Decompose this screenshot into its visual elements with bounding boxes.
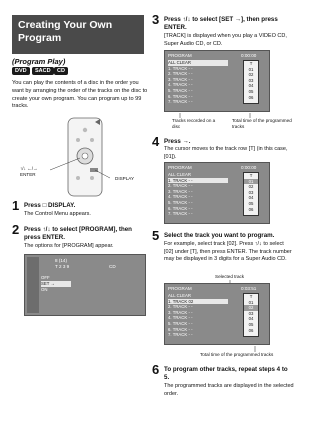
caption-total-time-2: Total time of the programmed tracks — [200, 352, 274, 357]
intro-text: You can play the contents of a disc in the order you want by arranging the order of the tracks on the disc to create your own program. You can program up to 99 tracks. — [12, 80, 148, 110]
track-number: 05 — [248, 88, 254, 94]
program-row[interactable]: 3. TRACK - - — [168, 188, 193, 194]
caption-selected-track: Selected track — [215, 274, 245, 279]
program-row[interactable]: 1. TRACK - - — [168, 65, 193, 71]
track-number: 05 — [248, 321, 254, 327]
track-number: 01 — [244, 179, 258, 185]
step1-title: Press □ DISPLAY. — [24, 202, 76, 209]
program-title: PROGRAM — [168, 53, 192, 58]
track-number: 02 — [248, 72, 254, 78]
menu-disc-type: CD — [109, 264, 116, 269]
step1-body: The Control Menu appears. — [24, 211, 91, 217]
track-number: 05 — [248, 200, 254, 206]
step6-title: To program other tracks, repeat steps 4 to 5. — [164, 366, 288, 381]
caption-total-time: Total time of the programmed tracks — [232, 118, 292, 129]
display-label: DISPLAY — [115, 176, 135, 181]
program-row[interactable]: 7. TRACK - - — [168, 99, 193, 105]
step3-title: Press ↑/↓ to select [SET →], then press ENTER. — [164, 16, 278, 31]
step3-number: 3 — [152, 12, 160, 27]
program-title: PROGRAM — [168, 165, 192, 170]
program-row[interactable]: ALL CLEAR — [168, 60, 228, 66]
step3-body: [TRACK] is displayed when you play a VIDEO CD, Super Audio CD, or CD. — [164, 33, 287, 47]
program-row[interactable]: 1. TRACK 02 — [168, 299, 228, 305]
section-title: Creating Your Own Program — [12, 15, 144, 54]
program-total-time: 0:00:00 — [241, 165, 257, 170]
menu-chapter: 8 (14) — [55, 258, 68, 263]
track-number: 06 — [248, 94, 254, 100]
step5-body: For example, select track [02]. Press ↑/↓ to select [02] under [T], then press ENTER. The track number may be displayed in 3 digits for a Super Audio CD. — [164, 241, 292, 262]
program-row[interactable]: 4. TRACK - - — [168, 194, 193, 200]
step1-number: 1 — [12, 198, 20, 213]
track-number: 02 — [244, 305, 258, 311]
track-number: T — [249, 173, 253, 178]
menu-track: T 2 3 9 — [55, 264, 70, 269]
program-row[interactable]: 6. TRACK - - — [168, 93, 193, 99]
program-row[interactable]: 7. TRACK - - — [168, 211, 193, 217]
track-number: T — [249, 294, 253, 299]
program-row[interactable]: 2. TRACK - - — [168, 304, 193, 310]
track-number: 01 — [248, 299, 254, 305]
program-row[interactable]: 6. TRACK - - — [168, 326, 193, 332]
program-row[interactable]: 5. TRACK - - — [168, 320, 193, 326]
program-row[interactable]: 5. TRACK - - — [168, 199, 193, 205]
program-row[interactable]: 2. TRACK - - — [168, 183, 193, 189]
caption-tracks-recorded: Tracks recorded on a disc — [172, 118, 216, 129]
program-total-time: 0:03:51 — [241, 286, 257, 291]
program-title: PROGRAM — [168, 286, 192, 291]
step5-title: Select the track you want to program. — [164, 232, 275, 239]
step5-number: 5 — [152, 228, 160, 243]
program-row[interactable]: 2. TRACK - - — [168, 71, 193, 77]
program-row[interactable]: 5. TRACK - - — [168, 87, 193, 93]
step6-body: The programmed tracks are displayed in the selected order. — [164, 383, 294, 397]
program-row[interactable]: 6. TRACK - - — [168, 205, 193, 211]
sacd-badge: SACD — [32, 67, 54, 75]
track-number-list[interactable] — [243, 293, 259, 337]
step4-title: Press →. — [164, 138, 191, 145]
program-row[interactable]: ALL CLEAR — [168, 293, 192, 298]
step4-number: 4 — [152, 134, 160, 149]
program-row[interactable]: 4. TRACK - - — [168, 315, 193, 321]
track-number: 06 — [248, 206, 254, 212]
enter-label: ENTER — [20, 172, 36, 177]
step6-number: 6 — [152, 362, 160, 377]
step2-number: 2 — [12, 222, 20, 237]
program-total-time: 0:00:00 — [241, 53, 257, 58]
track-number: T — [249, 61, 253, 66]
track-number: 04 — [248, 195, 254, 201]
menu-option-on[interactable]: ON — [41, 287, 48, 292]
track-number: 01 — [248, 66, 254, 72]
program-screen-3 — [164, 283, 270, 345]
dvd-badge: DVD — [12, 67, 30, 75]
menu-option-set[interactable]: SET → — [41, 281, 71, 287]
program-row[interactable]: 3. TRACK - - — [168, 309, 193, 315]
program-row[interactable]: 1. TRACK - - — [168, 178, 228, 184]
section-subtitle: (Program Play) — [12, 57, 66, 66]
track-number: 06 — [248, 327, 254, 333]
step2-body: The options for [PROGRAM] appear. — [24, 243, 114, 249]
cd-badge: CD — [54, 67, 68, 75]
step2-title: Press ↑/↓ to select [PROGRAM], then press ENTER. — [24, 226, 132, 241]
program-row[interactable]: ALL CLEAR — [168, 172, 192, 177]
program-row[interactable]: 3. TRACK - - — [168, 76, 193, 82]
track-number: 04 — [248, 83, 254, 89]
track-number: 02 — [248, 184, 254, 190]
track-number: 03 — [248, 189, 254, 195]
step4-body: The cursor moves to the track row [T] (in this case, [01]). — [164, 146, 288, 160]
arrows-label: ↑/↓ ←/→ — [20, 166, 38, 171]
track-number: 03 — [248, 77, 254, 83]
program-row[interactable]: 4. TRACK - - — [168, 82, 193, 88]
program-row[interactable]: 7. TRACK - - — [168, 332, 193, 338]
track-number: 03 — [248, 310, 254, 316]
menu-option-off[interactable]: OFF — [41, 275, 50, 280]
track-number: 04 — [248, 316, 254, 322]
